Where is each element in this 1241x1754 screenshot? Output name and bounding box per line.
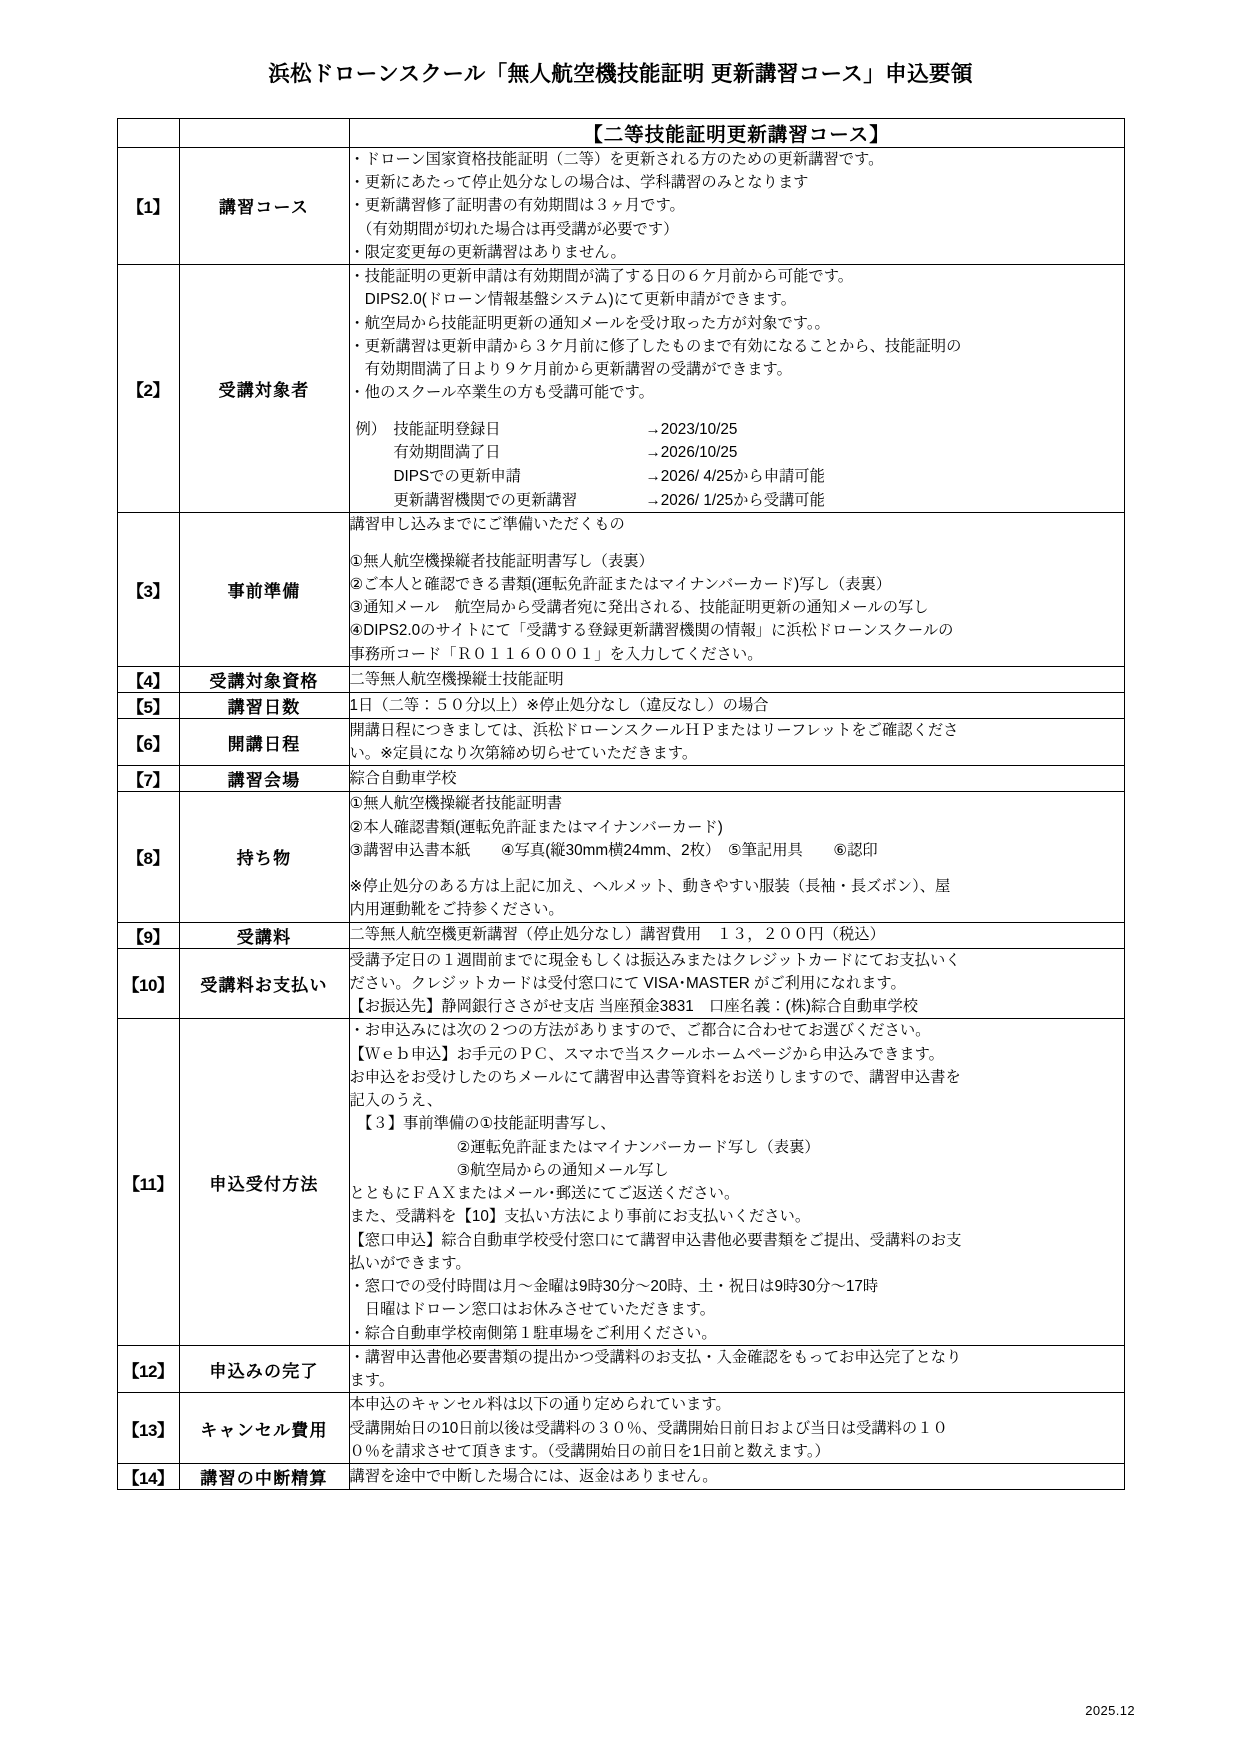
row-label: 開講日程: [179, 718, 349, 766]
content-line: 二等無人航空機操縦士技能証明: [349, 670, 564, 688]
content-line: 開講日程につきましては、浜松ドローンスクールＨＰまたはリーフレットをご確認くださ: [349, 721, 959, 739]
content-line: 本申込のキャンセル料は以下の通り定められています。: [349, 1396, 731, 1414]
content-line: ①無人航空機操縦者技能証明書写し（表裏）: [349, 552, 654, 570]
row-number: 【9】: [117, 922, 179, 948]
row-content: [349, 948, 1124, 1019]
content-line: ます。: [349, 1372, 395, 1390]
table-row: [117, 147, 1124, 264]
example-label: DIPSでの更新申請: [393, 467, 521, 485]
row-label: 受講料お支払い: [179, 948, 349, 1019]
table-row: [117, 265, 1124, 513]
row-content: [349, 265, 1124, 513]
content-line: ・更新にあたって停止処分なしの場合は、学科講習のみとなります: [349, 174, 809, 192]
example-label: 更新講習機関での更新講習: [393, 491, 578, 509]
content-line: ②ご本人と確認できる書類(運転免許証またはマイナンバーカード)写し（表裏）: [349, 575, 892, 593]
row-label: 講習コース: [179, 147, 349, 264]
example-lead: 例）: [355, 420, 387, 438]
row-content: [349, 1019, 1124, 1346]
content-line: （有効期間が切れた場合は再受講が必要です）: [349, 220, 679, 238]
row-number: 【3】: [117, 513, 179, 667]
example-row: [356, 418, 825, 442]
example-dates-table: [356, 418, 825, 513]
row-content: [349, 1345, 1124, 1393]
content-line: 【お振込先】静岡銀行ささがせ支店 当座預金3831 口座名義：(株)綜合自動車学校: [349, 998, 919, 1016]
row-content: [349, 513, 1124, 667]
row-label: 持ち物: [179, 792, 349, 922]
content-line: ・技能証明の更新申請は有効期間が満了する日の６ケ月前から可能です。: [349, 268, 854, 286]
row-content: [349, 666, 1124, 692]
row-label: 講習の中断精算: [179, 1464, 349, 1490]
row-label: 事前準備: [179, 513, 349, 667]
row-number: 【8】: [117, 792, 179, 922]
content-line: ・更新講習修了証明書の有効期間は３ヶ月です。: [349, 197, 685, 215]
table-row: [117, 692, 1124, 718]
row-label: 申込受付方法: [179, 1019, 349, 1346]
content-line: 講習を途中で中断した場合には、返金はありません。: [349, 1467, 718, 1485]
content-line: 有効期間満了日より９ケ月前から更新講習の受講ができます。: [349, 361, 792, 379]
content-line: 綜合自動車学校: [349, 770, 457, 788]
table-row: [117, 922, 1124, 948]
content-line: 払いができます。: [349, 1254, 471, 1272]
content-line: 記入のうえ、: [349, 1092, 443, 1110]
row-content: [349, 147, 1124, 264]
content-line: とともにＦＡＸまたはメール･郵送にてご返送ください。: [349, 1185, 740, 1203]
content-line: 内用運動靴をご持参ください。: [349, 901, 564, 919]
content-line: DIPS2.0(ドローン情報基盤システム)にて更新申請ができます。: [349, 291, 797, 309]
content-line: ・窓口での受付時間は月～金曜は9時30分～20時、土・祝日は9時30分～17時: [349, 1278, 879, 1296]
row-label: 講習会場: [179, 766, 349, 792]
example-value: →2026/ 1/25から受講可能: [645, 491, 825, 509]
content-line: ・綜合自動車学校南側第１駐車場をご利用ください。: [349, 1324, 717, 1342]
header-blank-num: [117, 118, 179, 147]
page-title: 浜松ドローンスクール「無人航空機技能証明 更新講習コース」申込要領: [268, 62, 973, 86]
content-line: 【窓口申込】綜合自動車学校受付窓口にて講習申込書他必要書類をご提出、受講料のお支: [349, 1231, 962, 1249]
table-row: [117, 792, 1124, 922]
row-label: 申込みの完了: [179, 1345, 349, 1393]
row-content: [349, 792, 1124, 922]
table-row: [117, 1019, 1124, 1346]
content-line: また、受講料を【10】支払い方法により事前にお支払いください。: [349, 1208, 811, 1226]
content-line: 講習申し込みまでにご準備いただくもの: [349, 516, 625, 534]
row-number: 【4】: [117, 666, 179, 692]
row-number: 【14】: [117, 1464, 179, 1490]
content-line: ③講習申込書本紙 ④写真(縦30mm横24mm、2枚） ⑤筆記用具 ⑥認印: [349, 841, 878, 859]
header-course-title: 【二等技能証明更新講習コース】: [349, 118, 1124, 147]
table-row: [117, 1393, 1124, 1464]
row-content: [349, 1464, 1124, 1490]
row-label: 受講料: [179, 922, 349, 948]
content-line: ・他のスクール卒業生の方も受講可能です。: [349, 384, 654, 402]
row-number: 【12】: [117, 1345, 179, 1393]
content-line: ・講習申込書他必要書類の提出かつ受講料のお支払・入金確認をもってお申込完了となり: [349, 1348, 962, 1366]
row-number: 【7】: [117, 766, 179, 792]
content-line: 事務所コード「Ｒ０１１６０００１」を入力してください。: [349, 645, 763, 663]
content-line: ④DIPS2.0のサイトにて「受講する登録更新講習機関の情報」に浜松ドローンスクールの: [349, 622, 954, 640]
row-label: キャンセル費用: [179, 1393, 349, 1464]
table-row: [117, 1345, 1124, 1393]
example-value: →2026/10/25: [645, 444, 738, 462]
content-line: 二等無人航空機更新講習（停止処分なし）講習費用 １３，２００円（税込）: [349, 926, 885, 944]
content-line: ・お申込みには次の２つの方法がありますので、ご都合に合わせてお選びください。: [349, 1022, 931, 1040]
row-number: 【1】: [117, 147, 179, 264]
content-line: ・限定変更毎の更新講習はありません。: [349, 243, 626, 261]
row-number: 【10】: [117, 948, 179, 1019]
example-value: →2023/10/25: [645, 420, 738, 438]
content-line: ③航空局からの通知メール写し: [349, 1161, 669, 1179]
content-line: ②運転免許証またはマイナンバーカード写し（表裏）: [349, 1138, 820, 1156]
content-line: ０％を請求させて頂きます。（受講開始日の前日を1日前と数えます。）: [349, 1442, 830, 1460]
example-label: 技能証明登録日: [393, 420, 501, 438]
content-spacer: [350, 405, 1124, 418]
content-line: 【Ｗｅｂ申込】お手元のＰＣ、スマホで当スクールホームページから申込みできます。: [349, 1045, 944, 1063]
example-row: [356, 465, 825, 489]
content-line: 1日（二等：５０分以上）※停止処分なし（違反なし）の場合: [349, 696, 769, 714]
content-line: 受講開始日の10日前以後は受講料の３０％、受講開始日前日および当日は受講料の１０: [349, 1419, 948, 1437]
table-row: [117, 948, 1124, 1019]
content-line: ②本人確認書類(運転免許証またはマイナンバーカード): [349, 818, 723, 836]
footer-revision-date: 2025.12: [1085, 1703, 1135, 1718]
row-number: 【13】: [117, 1393, 179, 1464]
example-lead: [356, 441, 394, 465]
row-content: [349, 692, 1124, 718]
content-line: お申込をお受けしたのちメールにて講習申込書等資料をお送りしますので、講習申込書を: [349, 1068, 961, 1086]
row-number: 【6】: [117, 718, 179, 766]
row-label: 受講対象者: [179, 265, 349, 513]
content-line: [350, 862, 1124, 875]
example-lead: [356, 465, 394, 489]
row-content: [349, 922, 1124, 948]
table-row: [117, 766, 1124, 792]
content-line: ・更新講習は更新申請から３ケ月前に修了したものまで有効になることから、技能証明の: [349, 337, 962, 355]
content-line: ①無人航空機操縦者技能証明書: [349, 795, 563, 813]
content-line: ③通知メール 航空局から受講者宛に発出される、技能証明更新の通知メールの写し: [349, 599, 929, 617]
row-number: 【11】: [117, 1019, 179, 1346]
table-header-row: [117, 118, 1124, 147]
content-line: ・航空局から技能証明更新の通知メールを受け取った方が対象です。。: [349, 314, 830, 332]
row-content: [349, 718, 1124, 766]
table-row: [117, 666, 1124, 692]
content-line: い。※定員になり次第締め切らせていただきます。: [349, 745, 698, 763]
row-label: 受講対象資格: [179, 666, 349, 692]
example-row: [356, 441, 825, 465]
content-line: 受講予定日の１週間前までに現金もしくは振込みまたはクレジットカードにてお支払いく: [349, 951, 961, 969]
row-content: [349, 1393, 1124, 1464]
example-value: →2026/ 4/25から申請可能: [645, 467, 825, 485]
row-number: 【2】: [117, 265, 179, 513]
content-line: 【３】事前準備の①技能証明書写し、: [349, 1115, 616, 1133]
example-row: [356, 489, 825, 513]
example-lead: [356, 489, 394, 513]
content-line: ・ドローン国家資格技能証明（二等）を更新される方のための更新講習です。: [349, 150, 884, 168]
row-content: [349, 766, 1124, 792]
table-row: [117, 1464, 1124, 1490]
table-row: [117, 718, 1124, 766]
table-body: [117, 118, 1124, 1489]
application-guide-table: [117, 118, 1125, 1490]
row-number: 【5】: [117, 692, 179, 718]
content-line: [350, 537, 1124, 550]
content-line: ださい。クレジットカードは受付窓口にて VISA･MASTER がご利用になれます。: [349, 974, 906, 992]
row-label: 講習日数: [179, 692, 349, 718]
table-row: [117, 513, 1124, 667]
content-line: 日曜はドローン窓口はお休みさせていただきます。: [349, 1301, 716, 1319]
header-blank-label: [179, 118, 349, 147]
content-line: ※停止処分のある方は上記に加え、ヘルメット、動きやすい服装（長袖・長ズボン）、屋: [349, 878, 951, 896]
example-label: 有効期間満了日: [393, 444, 501, 462]
